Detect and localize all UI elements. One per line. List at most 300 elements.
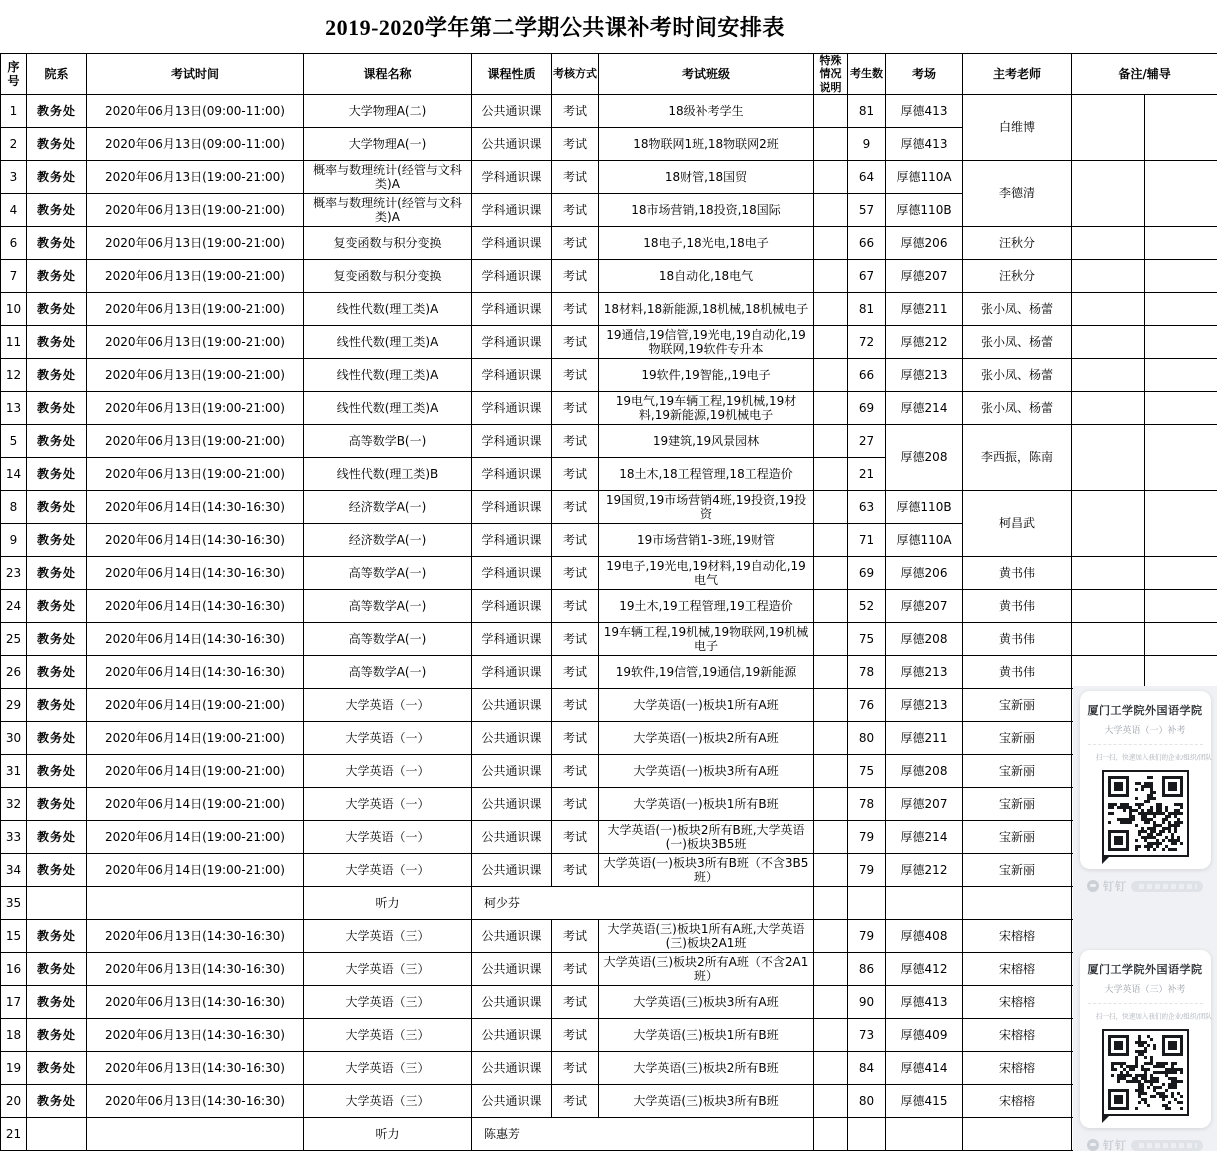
table-row: [1, 755, 1217, 788]
col-no: 序号: [1, 54, 27, 95]
cell-time: 2020年06月13日(14:30-16:30): [87, 953, 304, 986]
cell-classes: 18土木,18工程管理,18工程造价: [599, 458, 814, 491]
cell-dept: 教务处: [27, 1019, 87, 1052]
cell-teacher: 李西振，陈南: [963, 425, 1072, 491]
table-row: [1, 227, 1217, 260]
cell-count: 27: [848, 425, 886, 458]
cell-dept: 教务处: [27, 95, 87, 128]
dingtalk-slogan-pill: [1131, 881, 1203, 892]
cell-method: 考试: [552, 524, 599, 557]
cell-teacher: 黄书伟: [963, 590, 1072, 623]
cell-room: 厚德208: [886, 623, 963, 656]
cell-dept: 教务处: [27, 1052, 87, 1085]
cell-course: 高等数学A(一): [304, 623, 472, 656]
cell-room: 厚德413: [886, 95, 963, 128]
cell-dept: [27, 887, 87, 920]
cell-special: [814, 986, 848, 1019]
cell-time: 2020年06月13日(14:30-16:30): [87, 986, 304, 1019]
cell-teacher: 李德清: [963, 161, 1072, 227]
cell-nature: 公共通识课: [472, 755, 552, 788]
cell-dept: 教务处: [27, 128, 87, 161]
cell-nature: 公共通识课: [472, 1052, 552, 1085]
col-nature: 课程性质: [472, 54, 552, 95]
cell-method: 考试: [552, 95, 599, 128]
cell-count: 75: [848, 755, 886, 788]
cell-no: 19: [1, 1052, 27, 1085]
table-row: [1, 326, 1217, 359]
cell-remark: [1145, 425, 1217, 491]
cell-course: 大学英语（三）: [304, 1052, 472, 1085]
cell-room: 厚德110B: [886, 194, 963, 227]
cell-dept: 教务处: [27, 260, 87, 293]
cell-classes: 大学英语(一)板块2所有B班,大学英语(一)板块3B5班: [599, 821, 814, 854]
cell-course: 线性代数(理工类)A: [304, 359, 472, 392]
cell-special: [814, 194, 848, 227]
cell-no: 20: [1, 1085, 27, 1118]
col-classes: 考试班级: [599, 54, 814, 95]
cell-nature: 公共通识课: [472, 1019, 552, 1052]
cell-classes: 大学英语(三)板块1所有A班,大学英语(三)板块2A1班: [599, 920, 814, 953]
cell-dept: 教务处: [27, 392, 87, 425]
cell-method: 考试: [552, 293, 599, 326]
cell-nature: 公共通识课: [472, 854, 552, 887]
cell-nature: 公共通识课: [472, 953, 552, 986]
cell-classes: 19车辆工程,19机械,19物联网,19机械电子: [599, 623, 814, 656]
cell-nature: 学科通识课: [472, 491, 552, 524]
cell-special: [814, 458, 848, 491]
cell-count: 80: [848, 1085, 886, 1118]
col-remark: 备注/辅导: [1072, 54, 1217, 95]
cell-dept: 教务处: [27, 722, 87, 755]
cell-classes: 大学英语(三)板块3所有A班: [599, 986, 814, 1019]
divider: [1088, 1003, 1203, 1004]
cell-time: 2020年06月14日(14:30-16:30): [87, 491, 304, 524]
col-time: 考试时间: [87, 54, 304, 95]
cell-special: [814, 425, 848, 458]
cell-nature: 公共通识课: [472, 95, 552, 128]
cell-classes: 19国贸,19市场营销4班,19投资,19投资: [599, 491, 814, 524]
cell-teacher: [963, 1118, 1072, 1151]
cell-special: [814, 953, 848, 986]
cell-no: 18: [1, 1019, 27, 1052]
cell-special: [814, 326, 848, 359]
cell-method: 考试: [552, 326, 599, 359]
cell-nature: 公共通识课: [472, 128, 552, 161]
cell-count: 79: [848, 920, 886, 953]
cell-room: 厚德213: [886, 359, 963, 392]
cell-classes: 18财管,18国贸: [599, 161, 814, 194]
table-row: [1, 656, 1217, 689]
cell-nature: 学科通识课: [472, 293, 552, 326]
cell-course: 听力: [304, 1118, 472, 1151]
cell-remark: [1072, 161, 1145, 227]
cell-dept: 教务处: [27, 788, 87, 821]
cell-no: 23: [1, 557, 27, 590]
table-row: [1, 1085, 1217, 1118]
cell-count: 57: [848, 194, 886, 227]
table-row: [1, 986, 1217, 1019]
cell-teacher: 柯昌武: [963, 491, 1072, 557]
cell-no: 4: [1, 194, 27, 227]
cell-dept: 教务处: [27, 920, 87, 953]
cell-dept: 教务处: [27, 491, 87, 524]
cell-count: 9: [848, 128, 886, 161]
qr-card-english-1: [1080, 691, 1211, 869]
cell-nature: 公共通识课: [472, 722, 552, 755]
cell-course: 大学英语（三）: [304, 953, 472, 986]
cell-time: 2020年06月13日(14:30-16:30): [87, 1085, 304, 1118]
cell-course: 大学物理A(二): [304, 95, 472, 128]
cell-no: 3: [1, 161, 27, 194]
cell-classes: 大学英语(一)板块3所有A班: [599, 755, 814, 788]
cell-room: 厚德409: [886, 1019, 963, 1052]
table-row: [1, 359, 1217, 392]
cell-no: 17: [1, 986, 27, 1019]
cell-method: 考试: [552, 656, 599, 689]
cell-time: 2020年06月14日(14:30-16:30): [87, 590, 304, 623]
cell-special: [814, 1118, 848, 1151]
cell-course: 大学英语（三）: [304, 986, 472, 1019]
cell-remark: [1072, 359, 1145, 392]
cell-time: 2020年06月14日(14:30-16:30): [87, 656, 304, 689]
cell-teacher: 黄书伟: [963, 623, 1072, 656]
cell-dept: 教务处: [27, 161, 87, 194]
cell-no: 6: [1, 227, 27, 260]
cell-method: 考试: [552, 425, 599, 458]
page-title: 2019-2020学年第二学期公共课补考时间安排表: [0, 0, 1110, 53]
cell-time: 2020年06月14日(19:00-21:00): [87, 821, 304, 854]
cell-teacher: 宋榕榕: [963, 1052, 1072, 1085]
cell-no: 32: [1, 788, 27, 821]
cell-teacher: 宋榕榕: [963, 1085, 1072, 1118]
cell-time: 2020年06月14日(19:00-21:00): [87, 755, 304, 788]
cell-special: [814, 920, 848, 953]
cell-teacher: 宝新丽: [963, 722, 1072, 755]
cell-no: 31: [1, 755, 27, 788]
col-count: 考生数: [848, 54, 886, 95]
cell-count: 69: [848, 557, 886, 590]
cell-no: 34: [1, 854, 27, 887]
cell-method: 考试: [552, 854, 599, 887]
cell-method: 考试: [552, 623, 599, 656]
cell-classes: 19电气,19车辆工程,19机械,19材料,19新能源,19机械电子: [599, 392, 814, 425]
cell-no: 25: [1, 623, 27, 656]
cell-nature: 公共通识课: [472, 1085, 552, 1118]
cell-time: 2020年06月13日(19:00-21:00): [87, 458, 304, 491]
cell-remark: [1072, 293, 1145, 326]
cell-special: [814, 821, 848, 854]
scan-hint: 扫一扫，快速加入我们的企业/组织/团队: [1095, 753, 1194, 762]
cell-room: 厚德207: [886, 590, 963, 623]
table-row: [1, 557, 1217, 590]
cell-count: 69: [848, 392, 886, 425]
cell-time: [87, 887, 304, 920]
cell-nature: 学科通识课: [472, 458, 552, 491]
course-subtitle: 大学英语（三）补考: [1085, 982, 1206, 995]
cell-teacher: 宝新丽: [963, 788, 1072, 821]
cell-room: 厚德207: [886, 788, 963, 821]
cell-time: 2020年06月13日(19:00-21:00): [87, 425, 304, 458]
exam-schedule-table: [0, 53, 1217, 1151]
cell-room: [886, 1118, 963, 1151]
cell-classes: 大学英语(三)板块3所有B班: [599, 1085, 814, 1118]
cell-special: [814, 788, 848, 821]
divider: [1088, 744, 1203, 745]
cell-course: 复变函数与积分变换: [304, 260, 472, 293]
cell-count: [848, 887, 886, 920]
cell-time: 2020年06月13日(19:00-21:00): [87, 194, 304, 227]
cell-no: 5: [1, 425, 27, 458]
cell-room: 厚德212: [886, 326, 963, 359]
cell-remark: [1145, 293, 1217, 326]
cell-course: 大学英语（一）: [304, 755, 472, 788]
cell-count: 86: [848, 953, 886, 986]
cell-method: 考试: [552, 458, 599, 491]
cell-nature: 学科通识课: [472, 524, 552, 557]
cell-teacher: 黄书伟: [963, 656, 1072, 689]
cell-room: 厚德206: [886, 227, 963, 260]
col-special: 特殊情况说明: [814, 54, 848, 95]
cell-teacher: 宋榕榕: [963, 986, 1072, 1019]
cell-no: 35: [1, 887, 27, 920]
cell-nature: 学科通识课: [472, 656, 552, 689]
cell-special: [814, 557, 848, 590]
cell-time: 2020年06月13日(09:00-11:00): [87, 128, 304, 161]
cell-remark: [1072, 557, 1145, 590]
cell-method: 考试: [552, 491, 599, 524]
table-row: [1, 920, 1217, 953]
cell-room: 厚德414: [886, 1052, 963, 1085]
cell-room: 厚德213: [886, 689, 963, 722]
cell-count: 72: [848, 326, 886, 359]
cell-room: 厚德206: [886, 557, 963, 590]
cell-dept: 教务处: [27, 557, 87, 590]
cell-dept: 教务处: [27, 524, 87, 557]
cell-nature: 学科通识课: [472, 623, 552, 656]
cell-room: 厚德110B: [886, 491, 963, 524]
cell-no: 24: [1, 590, 27, 623]
cell-no: 14: [1, 458, 27, 491]
table-row: [1, 392, 1217, 425]
cell-course: 听力: [304, 887, 472, 920]
cell-course: 线性代数(理工类)A: [304, 293, 472, 326]
cell-room: 厚德412: [886, 953, 963, 986]
cell-remark: [1145, 260, 1217, 293]
cell-classes: 19土木,19工程管理,19工程造价: [599, 590, 814, 623]
cell-time: 2020年06月13日(14:30-16:30): [87, 1052, 304, 1085]
cell-nature: 学科通识课: [472, 260, 552, 293]
cell-time: 2020年06月14日(19:00-21:00): [87, 854, 304, 887]
cell-classes: 19建筑,19风景园林: [599, 425, 814, 458]
cell-course: 大学英语（一）: [304, 689, 472, 722]
col-method: 考核方式: [552, 54, 599, 95]
cell-classes: 大学英语(三)板块2所有B班: [599, 1052, 814, 1085]
cell-course: 复变函数与积分变换: [304, 227, 472, 260]
cell-course: 高等数学A(一): [304, 656, 472, 689]
cell-teacher: 汪秋分: [963, 260, 1072, 293]
cell-method: 考试: [552, 260, 599, 293]
cell-special: [814, 227, 848, 260]
cell-nature: 学科通识课: [472, 194, 552, 227]
cell-dept: 教务处: [27, 623, 87, 656]
table-row: [1, 854, 1217, 887]
cell-method: 考试: [552, 1052, 599, 1085]
cell-teacher: 宋榕榕: [963, 920, 1072, 953]
cell-count: 81: [848, 293, 886, 326]
cell-no: 30: [1, 722, 27, 755]
cell-nature: 学科通识课: [472, 590, 552, 623]
table-row: [1, 95, 1217, 128]
cell-classes: 18材料,18新能源,18机械,18机械电子: [599, 293, 814, 326]
cell-course: 大学英语（三）: [304, 1085, 472, 1118]
cell-course: 线性代数(理工类)B: [304, 458, 472, 491]
cell-room: 厚德211: [886, 293, 963, 326]
cell-remark: [1072, 425, 1145, 491]
cell-remark: [1072, 590, 1145, 623]
cell-course: 大学英语（一）: [304, 788, 472, 821]
cell-remark: [1145, 392, 1217, 425]
cell-room: 厚德110A: [886, 161, 963, 194]
cell-teacher: 白维博: [963, 95, 1072, 161]
cell-special: [814, 887, 848, 920]
cell-method: 考试: [552, 128, 599, 161]
table-row: [1, 821, 1217, 854]
cell-method: 考试: [552, 953, 599, 986]
cell-method: 考试: [552, 722, 599, 755]
col-room: 考场: [886, 54, 963, 95]
cell-count: 52: [848, 590, 886, 623]
cell-course: 线性代数(理工类)A: [304, 326, 472, 359]
cell-method: 考试: [552, 194, 599, 227]
cell-teacher: 张小凤、杨蕾: [963, 359, 1072, 392]
cell-no: 7: [1, 260, 27, 293]
cell-dept: 教务处: [27, 821, 87, 854]
cell-count: 67: [848, 260, 886, 293]
dingtalk-brand: 钉钉: [1103, 878, 1127, 894]
cell-no: 10: [1, 293, 27, 326]
org-name: 厦门工学院外国语学院: [1085, 702, 1206, 718]
cell-remark: [1072, 326, 1145, 359]
cell-nature: 学科通识课: [472, 326, 552, 359]
cell-teacher: 张小凤、杨蕾: [963, 326, 1072, 359]
table-row: [1, 293, 1217, 326]
cell-special: [814, 656, 848, 689]
cell-remark: [1145, 227, 1217, 260]
cell-remark: [1145, 590, 1217, 623]
table-row: [1, 1019, 1217, 1052]
cell-teacher: 黄书伟: [963, 557, 1072, 590]
cell-no: 9: [1, 524, 27, 557]
cell-count: 80: [848, 722, 886, 755]
cell-special: [814, 392, 848, 425]
dingtalk-logo: [1073, 878, 1217, 894]
cell-time: 2020年06月13日(19:00-21:00): [87, 293, 304, 326]
cell-no: 21: [1, 1118, 27, 1151]
cell-room: 厚德213: [886, 656, 963, 689]
cell-special: [814, 128, 848, 161]
cell-count: 73: [848, 1019, 886, 1052]
cell-no: 16: [1, 953, 27, 986]
cell-no: 12: [1, 359, 27, 392]
header-row: [1, 54, 1217, 95]
cell-course: 大学英语（三）: [304, 1019, 472, 1052]
cell-teacher: [963, 887, 1072, 920]
table-row: [1, 788, 1217, 821]
cell-count: 79: [848, 821, 886, 854]
dingtalk-slogan-pill: [1131, 1140, 1203, 1151]
cell-remark: [1072, 392, 1145, 425]
cell-teacher: 宝新丽: [963, 821, 1072, 854]
table-row: [1, 260, 1217, 293]
cell-count: 78: [848, 656, 886, 689]
table-row: [1, 590, 1217, 623]
table-row: [1, 425, 1217, 458]
cell-time: 2020年06月13日(19:00-21:00): [87, 326, 304, 359]
cell-course: 大学物理A(一): [304, 128, 472, 161]
cell-course: 概率与数理统计(经管与文科类)A: [304, 194, 472, 227]
cell-course: 大学英语（一）: [304, 722, 472, 755]
cell-method: 考试: [552, 227, 599, 260]
cell-count: 21: [848, 458, 886, 491]
dingtalk-icon: [1087, 1139, 1099, 1151]
cell-remark: [1145, 557, 1217, 590]
col-dept: 院系: [27, 54, 87, 95]
cell-teacher: 宝新丽: [963, 755, 1072, 788]
cell-count: 75: [848, 623, 886, 656]
cell-course: 大学英语（一）: [304, 854, 472, 887]
cell-special: [814, 722, 848, 755]
cell-method: 考试: [552, 755, 599, 788]
cell-time: 2020年06月14日(19:00-21:00): [87, 689, 304, 722]
cell-dept: 教务处: [27, 689, 87, 722]
cell-teacher: 宋榕榕: [963, 953, 1072, 986]
cell-classes: 大学英语(三)板块1所有B班: [599, 1019, 814, 1052]
cell-room: 厚德408: [886, 920, 963, 953]
cell-nature: 学科通识课: [472, 425, 552, 458]
cell-dept: 教务处: [27, 755, 87, 788]
cell-special: [814, 1019, 848, 1052]
cell-method: 考试: [552, 920, 599, 953]
table-row: [1, 887, 1217, 920]
col-teacher: 主考老师: [963, 54, 1072, 95]
cell-dept: 教务处: [27, 986, 87, 1019]
cell-remark: [1145, 161, 1217, 227]
cell-room: 厚德214: [886, 392, 963, 425]
cell-no: 13: [1, 392, 27, 425]
cell-no: 15: [1, 920, 27, 953]
cell-course: 高等数学A(一): [304, 590, 472, 623]
cell-special: [814, 1085, 848, 1118]
cell-course: 经济数学A(一): [304, 524, 472, 557]
cell-dept: 教务处: [27, 656, 87, 689]
table-row: [1, 1052, 1217, 1085]
cell-time: 2020年06月13日(19:00-21:00): [87, 161, 304, 194]
cell-no: 33: [1, 821, 27, 854]
scan-hint: 扫一扫，快速加入我们的企业/组织/团队: [1095, 1012, 1194, 1021]
cell-method: 考试: [552, 359, 599, 392]
cell-special: [814, 293, 848, 326]
cell-room: 厚德110A: [886, 524, 963, 557]
dingtalk-brand: 钉钉: [1103, 1137, 1127, 1153]
cell-time: 2020年06月14日(19:00-21:00): [87, 788, 304, 821]
cell-course: 大学英语（三）: [304, 920, 472, 953]
cell-teacher: 汪秋分: [963, 227, 1072, 260]
table-row: [1, 722, 1217, 755]
cell-count: 71: [848, 524, 886, 557]
cell-time: 2020年06月14日(14:30-16:30): [87, 557, 304, 590]
cell-count: 63: [848, 491, 886, 524]
cell-count: 66: [848, 359, 886, 392]
